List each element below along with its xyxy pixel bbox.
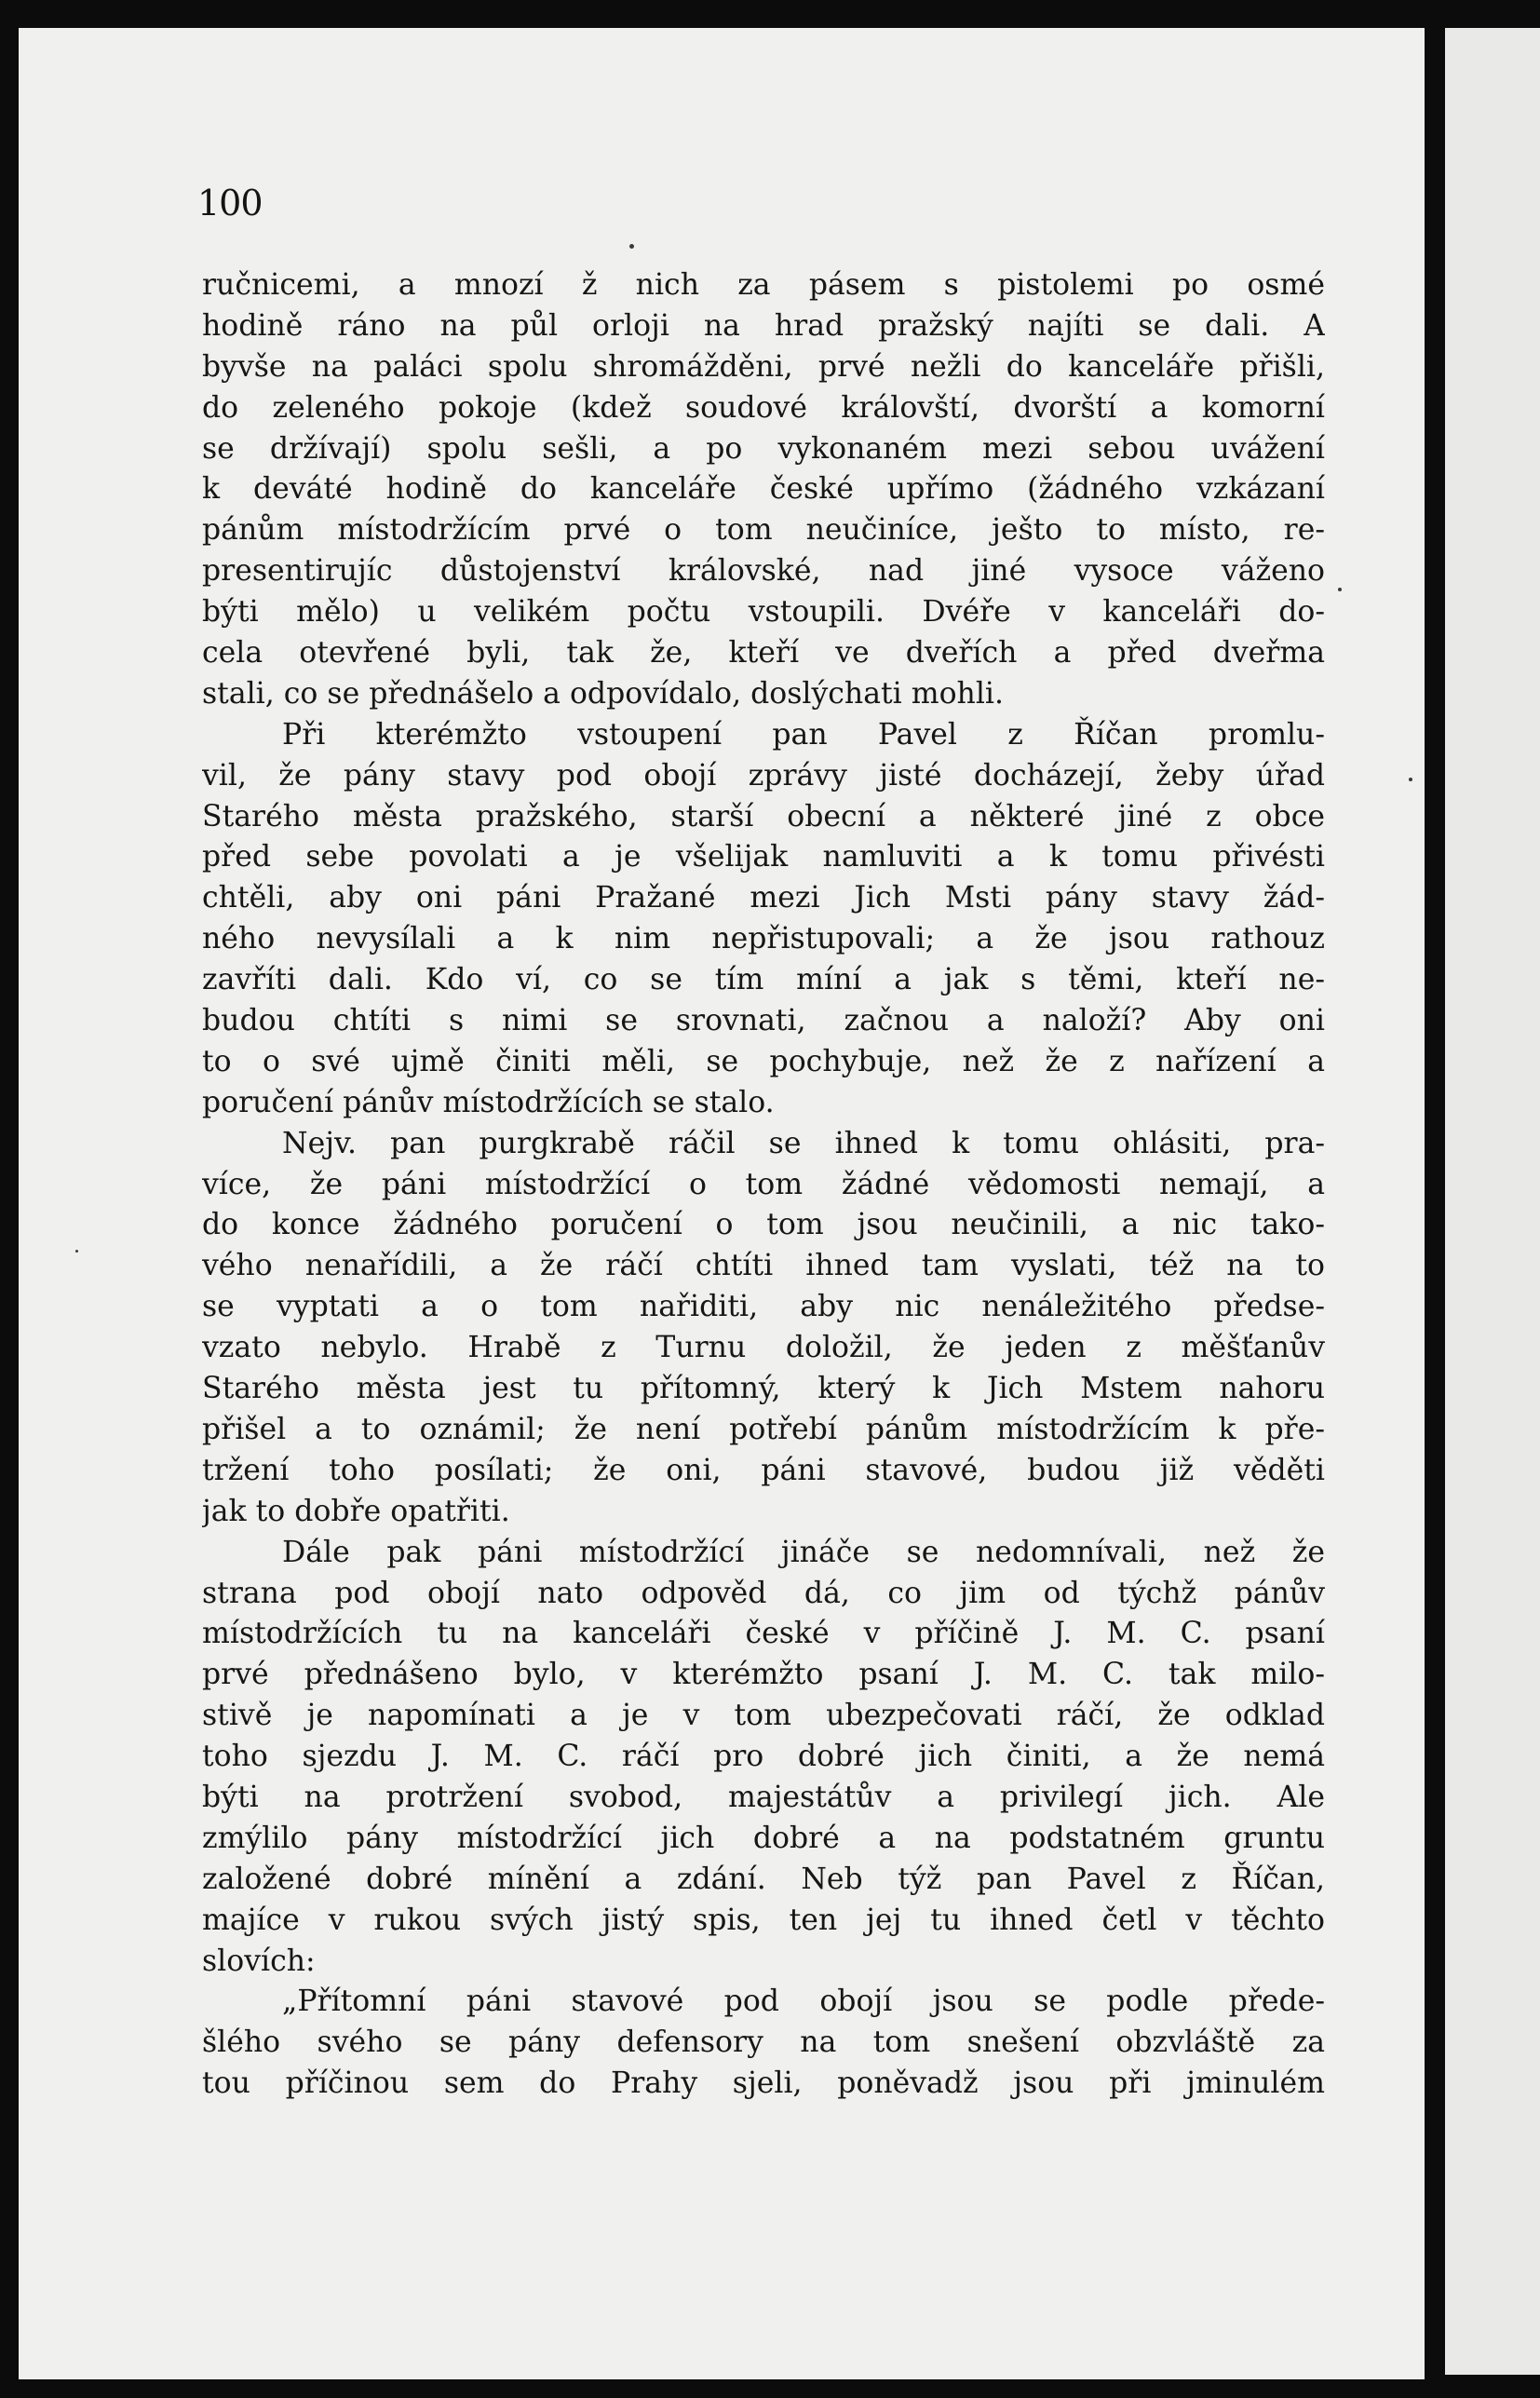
text-line: založené dobré mínění a zdání. Neb týž pan Pavel z Říčan,: [202, 1862, 1325, 1896]
text-line: místodržících tu na kanceláři české v příčině J. M. C. psaní: [202, 1617, 1325, 1651]
text-line: chtěli, aby oni páni Pražané mezi Jich Msti pány stavy žád-: [202, 881, 1325, 915]
text-line: jak to dobře opatřiti.: [202, 1494, 510, 1528]
text-line: do zeleného pokoje (kdež soudové královští, dvorští a komorní: [202, 390, 1325, 425]
text-line: se vyptati a o tom nařiditi, aby nic nenáležitého předse-: [202, 1290, 1325, 1324]
text-line: více, že páni místodržící o tom žádné vědomosti nemají, a: [202, 1167, 1325, 1201]
text-line: cela otevřené byli, tak že, kteří ve dveřích a před dveřma: [202, 636, 1325, 671]
body-text: [202, 265, 1325, 2105]
text-line: býti na protržení svobod, majestátův a privilegí jich. Ale: [202, 1780, 1325, 1814]
text-line: Starého města pražského, starší obecní a některé jiné z obce: [202, 799, 1325, 833]
text-line: přišel a to oznámil; že není potřebí pánům místodržícím k pře-: [202, 1412, 1325, 1446]
scan-speck: [1338, 588, 1342, 591]
text-line: Nejv. pan purgkrabě ráčil se ihned k tomu ohlásiti, pra-: [282, 1126, 1325, 1160]
text-line: toho sjezdu J. M. C. ráčí pro dobré jich činiti, a že nemá: [202, 1740, 1325, 1774]
text-line: „Přítomní páni stavové pod obojí jsou se podle přede-: [282, 1985, 1325, 2019]
adjacent-page-edge: [1445, 28, 1540, 2375]
text-line: zavříti dali. Kdo ví, co se tím míní a jak s těmi, kteří ne-: [202, 963, 1325, 997]
scan-speck: [629, 244, 634, 249]
text-line: slovích:: [202, 1944, 316, 1978]
text-line: Při kterémžto vstoupení pan Pavel z Říčan promlu-: [282, 717, 1325, 752]
text-line: ručnicemi, a mnozí ž nich za pásem s pistolemi po osmé: [202, 268, 1325, 302]
text-line: do konce žádného poručení o tom jsou neučinili, a nic tako-: [202, 1208, 1325, 1242]
text-line: se držívají) spolu sešli, a po vykonaném mezi sebou uvážení: [202, 431, 1325, 466]
scan-speck: [75, 1250, 78, 1253]
text-line: vého nenařídili, a že ráčí chtíti ihned tam vyslati, též na to: [202, 1249, 1325, 1283]
text-line: Starého města jest tu přítomný, který k Jich Mstem nahoru: [202, 1372, 1325, 1406]
text-line: prvé přednášeno bylo, v kterémžto psaní J. M. C. tak milo-: [202, 1658, 1325, 1692]
text-line: ného nevysílali a k nim nepřistupovali; a že jsou rathouz: [202, 922, 1325, 956]
text-line: tržení toho posílati; že oni, páni stavové, budou již věděti: [202, 1453, 1325, 1487]
text-line: zmýlilo pány místodržící jich dobré a na podstatném gruntu: [202, 1821, 1325, 1855]
text-line: presentirujíc důstojenství královské, nad jiné vysoce váženo: [202, 554, 1325, 589]
text-line: vzato nebylo. Hrabě z Turnu doložil, že jeden z měšťanův: [202, 1331, 1325, 1365]
page-number: 100: [197, 183, 263, 224]
text-line: vil, že pány stavy pod obojí zprávy jisté docházejí, žeby úřad: [202, 758, 1325, 793]
text-line: před sebe povolati a je všelijak namluviti a k tomu přivésti: [202, 840, 1325, 874]
text-line: Dále pak páni místodržící jináče se nedomnívali, než že: [282, 1535, 1325, 1569]
text-line: strana pod obojí nato odpověd dá, co jim od týchž pánův: [202, 1576, 1325, 1610]
text-line: poručení pánův místodržících se stalo.: [202, 1085, 775, 1119]
scan-speck: [1409, 778, 1412, 781]
text-line: tou příčinou sem do Prahy sjeli, poněvadž jsou při jminulém: [202, 2066, 1325, 2101]
text-line: majíce v rukou svých jistý spis, ten jej tu ihned četl v těchto: [202, 1903, 1325, 1937]
text-line: hodině ráno na půl orloji na hrad pražský najíti se dali. A: [202, 308, 1325, 343]
text-line: k deváté hodině do kanceláře české upřímo (žádného vzkázaní: [202, 472, 1325, 507]
text-line: pánům místodržícím prvé o tom neučiníce, ješto to místo, re-: [202, 513, 1325, 548]
text-line: budou chtíti s nimi se srovnati, začnou a naloží? Aby oni: [202, 1004, 1325, 1038]
text-line: to o své ujmě činiti měli, se pochybuje, než že z nařízení a: [202, 1044, 1325, 1078]
text-line: byvše na paláci spolu shromážděni, prvé nežli do kanceláře přišli,: [202, 349, 1325, 384]
text-line: stivě je napomínati a je v tom ubezpečovati ráčí, že odklad: [202, 1699, 1325, 1733]
text-line: stali, co se přednášelo a odpovídalo, doslýchati mohli.: [202, 676, 1005, 711]
text-line: býti mělo) u velikém počtu vstoupili. Dvéře v kanceláři do-: [202, 595, 1325, 630]
text-line: šlého svého se pány defensory na tom snešení obzvláště za: [202, 2025, 1325, 2060]
